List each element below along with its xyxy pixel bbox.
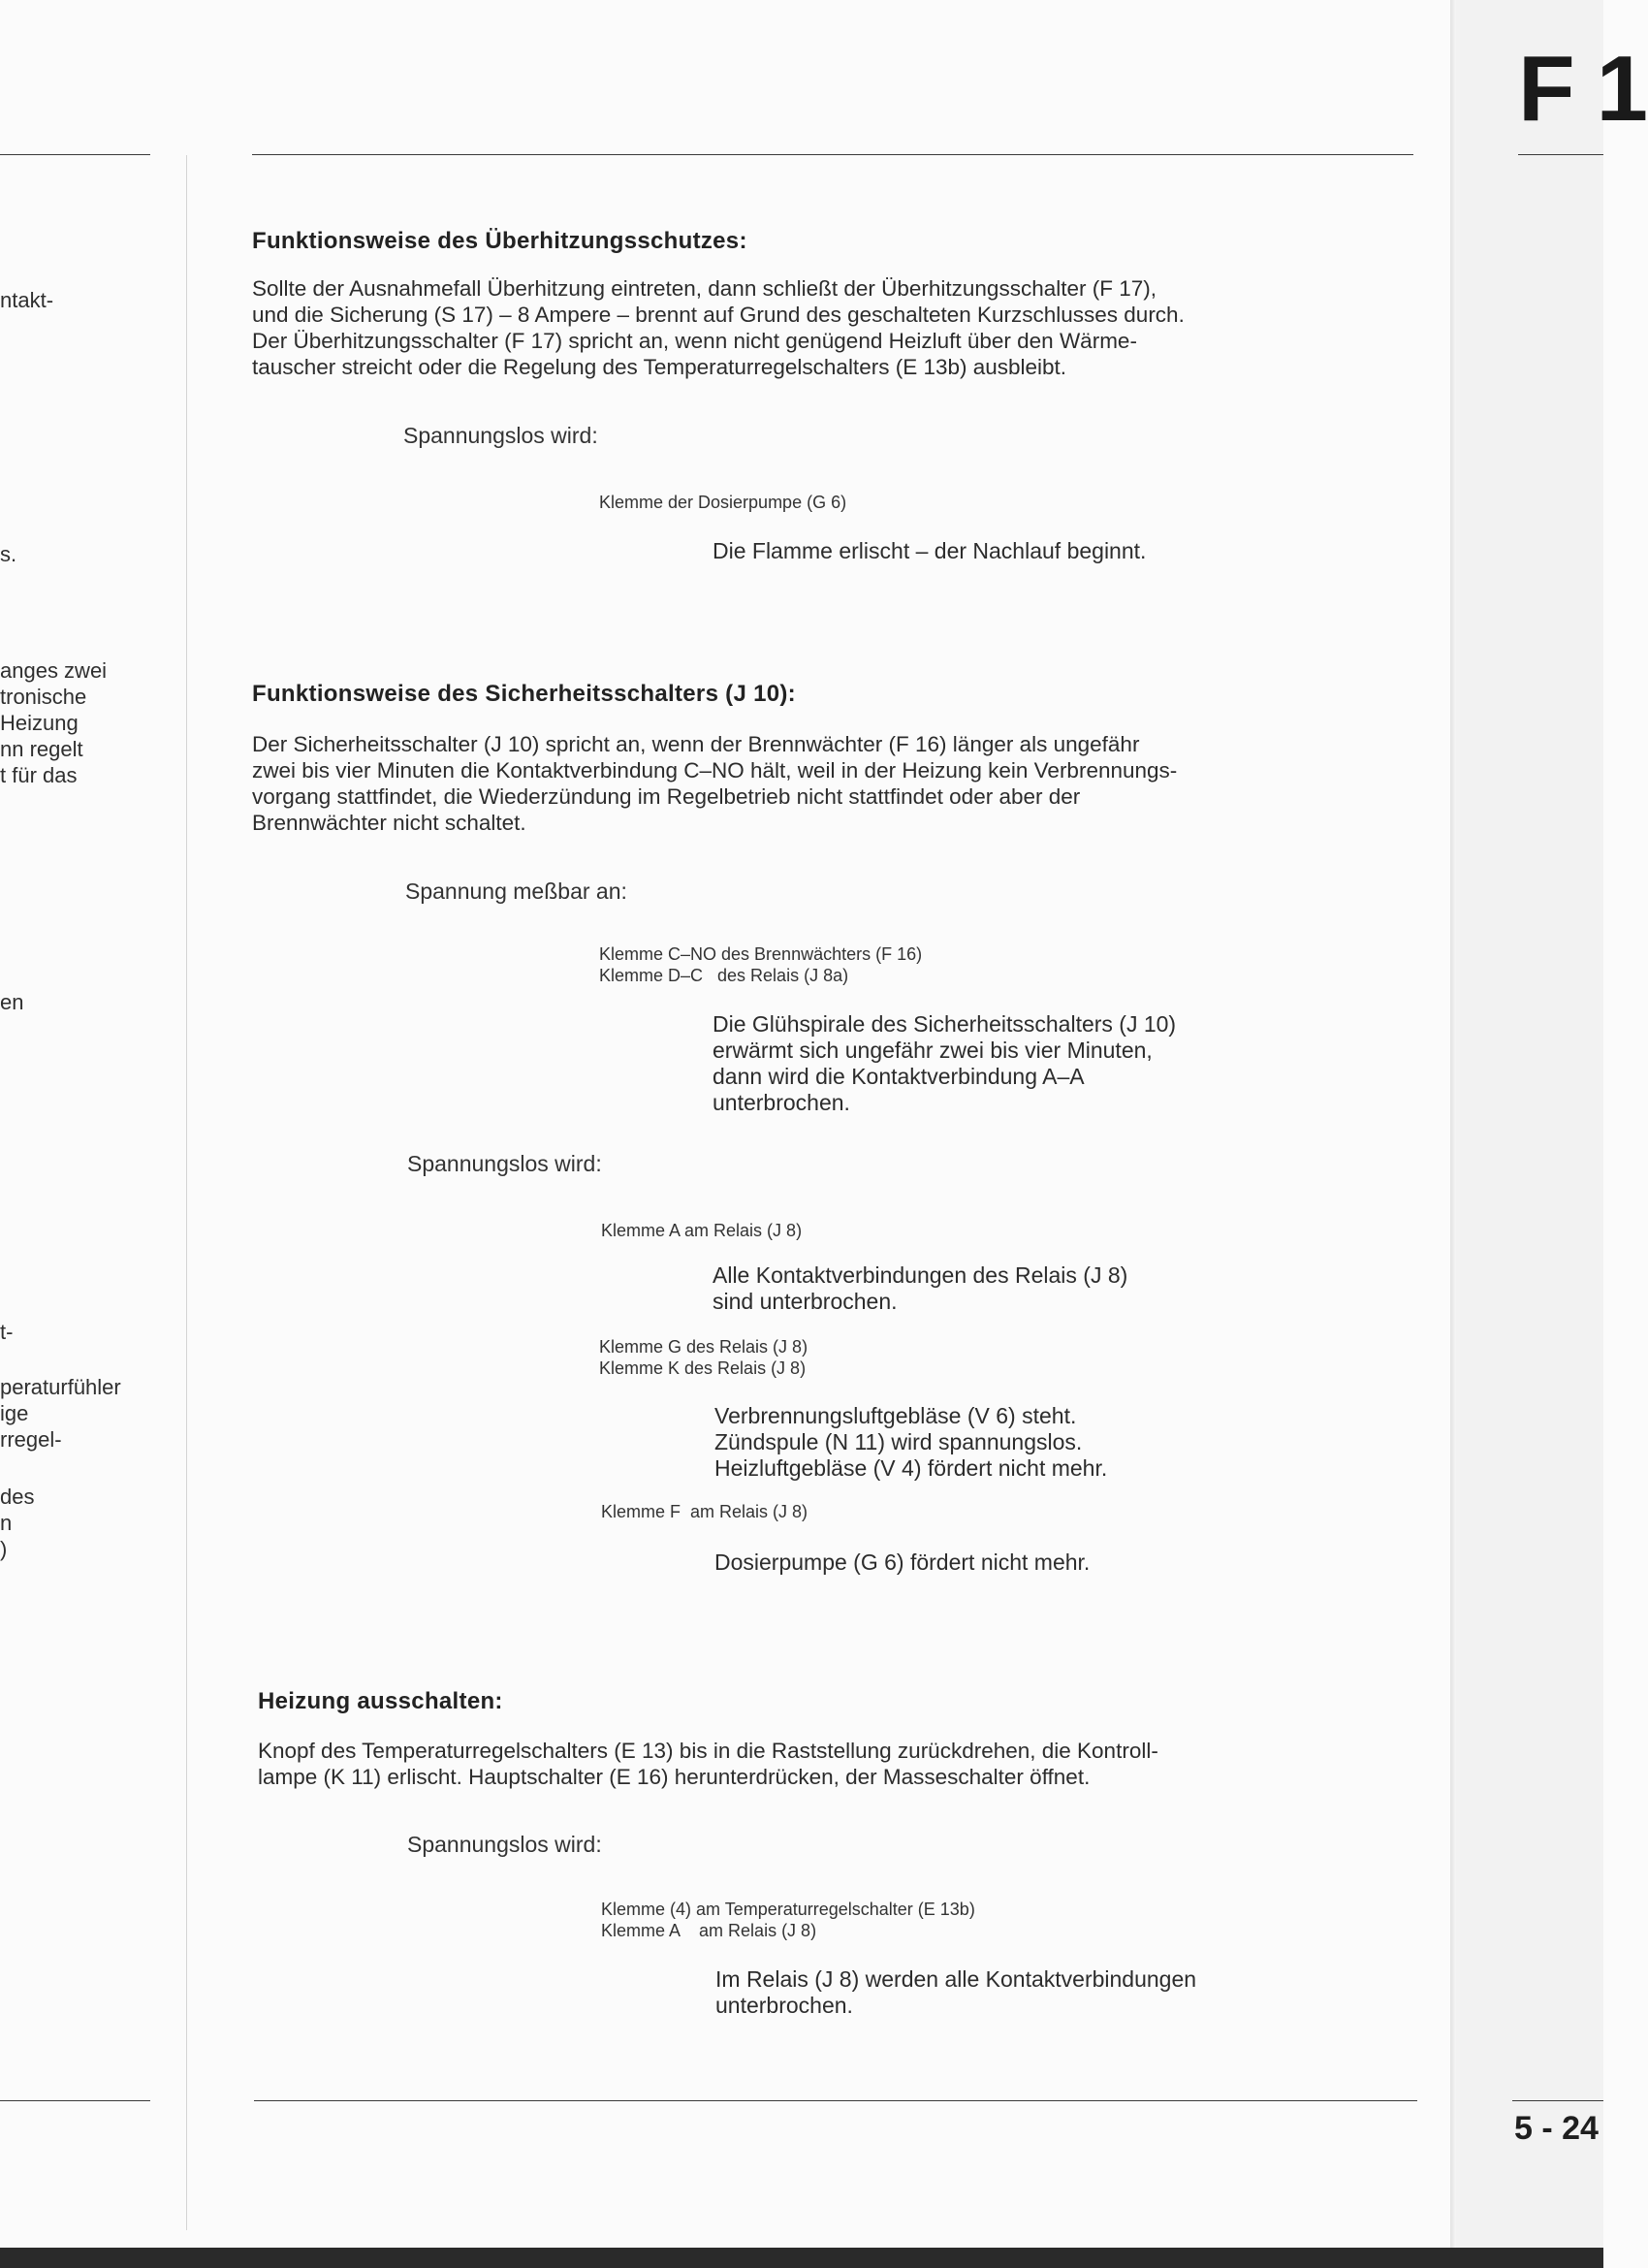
margin-fragment: ) <box>0 1537 8 1561</box>
label-voltage-free: Spannungslos wird: <box>407 1832 602 1857</box>
terminal-list: Klemme (4) am Temperaturregelschalter (E 13b) Klemme A am Relais (J 8) <box>601 1900 975 1940</box>
section-heading-safety-switch: Funktionsweise des Sicherheitsschalters (J 10): <box>252 681 796 707</box>
label-voltage-free: Spannungslos wird: <box>403 423 598 448</box>
margin-fragment: s. <box>0 542 17 566</box>
right-bottom-rule <box>1512 2100 1603 2101</box>
margin-fragment: nn regelt <box>0 737 83 761</box>
result-text: Die Flamme erlischt – der Nachlauf beginnt. <box>713 538 1147 563</box>
margin-fragment: ige <box>0 1401 29 1425</box>
paragraph-shutdown: Knopf des Temperaturregelschalters (E 13) bis in die Raststellung zurückdrehen, die Kontroll- lampe (K 11) erlischt. Hauptschalter (E 16) herunterdrücken, der Masseschalter öffnet. <box>258 1739 1158 1789</box>
top-rule <box>252 154 1413 155</box>
paragraph-safety-switch: Der Sicherheitsschalter (J 10) spricht an, wenn der Brennwächter (F 16) länger als ungefähr zwei bis vier Minuten die Kontaktverbindung C–NO hält, weil in der Heizung kein Verbrennungs- vorgang stattfindet, die Wiederzündung im Regelbetrieb nicht stattfindet oder aber der Brennwächter nicht schaltet. <box>252 732 1178 835</box>
bottom-rule <box>254 2100 1417 2101</box>
right-top-rule <box>1518 154 1603 155</box>
margin-fragment: peraturfühler <box>0 1375 121 1399</box>
result-text: Die Glühspirale des Sicherheitsschalters (J 10) erwärmt sich ungefähr zwei bis vier Minuten, dann wird die Kontaktverbindung A–A unterbrochen. <box>713 1011 1177 1115</box>
page-fold <box>1450 0 1456 2268</box>
section-heading-overheat: Funktionsweise des Überhitzungsschutzes: <box>252 228 747 254</box>
margin-fragment: Heizung <box>0 711 79 735</box>
section-letter-tail: 1 <box>1596 37 1648 141</box>
result-text: Verbrennungsluftgebläse (V 6) steht. Zündspule (N 11) wird spannungslos. Heizluftgebläse (V 4) fördert nicht mehr. <box>714 1403 1108 1481</box>
margin-fragment: t für das <box>0 763 78 787</box>
margin-fragment: anges zwei <box>0 658 108 683</box>
terminal-list: Klemme C–NO des Brennwächters (F 16) Klemme D–C des Relais (J 8a) <box>599 944 923 985</box>
section-letter-main: F <box>1518 37 1575 141</box>
section-letter <box>1518 37 1648 141</box>
terminal-list: Klemme G des Relais (J 8) Klemme K des Relais (J 8) <box>599 1337 808 1378</box>
scan-bottom-edge <box>0 2248 1603 2268</box>
margin-fragment: ntakt- <box>0 288 54 312</box>
label-voltage-measurable: Spannung meßbar an: <box>405 878 627 904</box>
page-number: 5 - 24 <box>1514 2110 1599 2147</box>
label-voltage-free: Spannungslos wird: <box>407 1151 602 1176</box>
section-heading-shutdown: Heizung ausschalten: <box>258 1688 503 1714</box>
margin-fragment: rregel- <box>0 1427 62 1452</box>
paragraph-overheat: Sollte der Ausnahmefall Überhitzung eintreten, dann schließt der Überhitzungsschalter (F 17), und die Sicherung (S 17) – 8 Ampere – brennt auf Grund des geschalteten Kurzschlusses durch. Der Überhitzungsschalter (F 17) spricht an, wenn nicht genügend Heizluft über den Wärme- tauscher streicht oder die Regelung des Temperaturregelschalters (E 13b) ausbleibt. <box>252 276 1185 379</box>
result-text: Alle Kontaktverbindungen des Relais (J 8) sind unterbrochen. <box>713 1262 1128 1314</box>
binding-line <box>186 155 187 2230</box>
margin-fragment: n <box>0 1511 13 1535</box>
margin-fragment: en <box>0 990 24 1014</box>
result-text: Im Relais (J 8) werden alle Kontaktverbindungen unterbrochen. <box>715 1966 1197 2018</box>
terminal-item: Klemme F am Relais (J 8) <box>601 1502 808 1521</box>
terminal-item: Klemme A am Relais (J 8) <box>601 1221 803 1240</box>
margin-fragment: des <box>0 1485 35 1509</box>
result-text: Dosierpumpe (G 6) fördert nicht mehr. <box>714 1549 1091 1575</box>
margin-fragment: tronische <box>0 685 87 709</box>
right-page-edge <box>1454 0 1603 2268</box>
margin-fragment: t- <box>0 1320 14 1344</box>
left-bottom-rule <box>0 2100 150 2101</box>
terminal-item: Klemme der Dosierpumpe (G 6) <box>599 493 847 512</box>
left-top-rule <box>0 154 150 155</box>
